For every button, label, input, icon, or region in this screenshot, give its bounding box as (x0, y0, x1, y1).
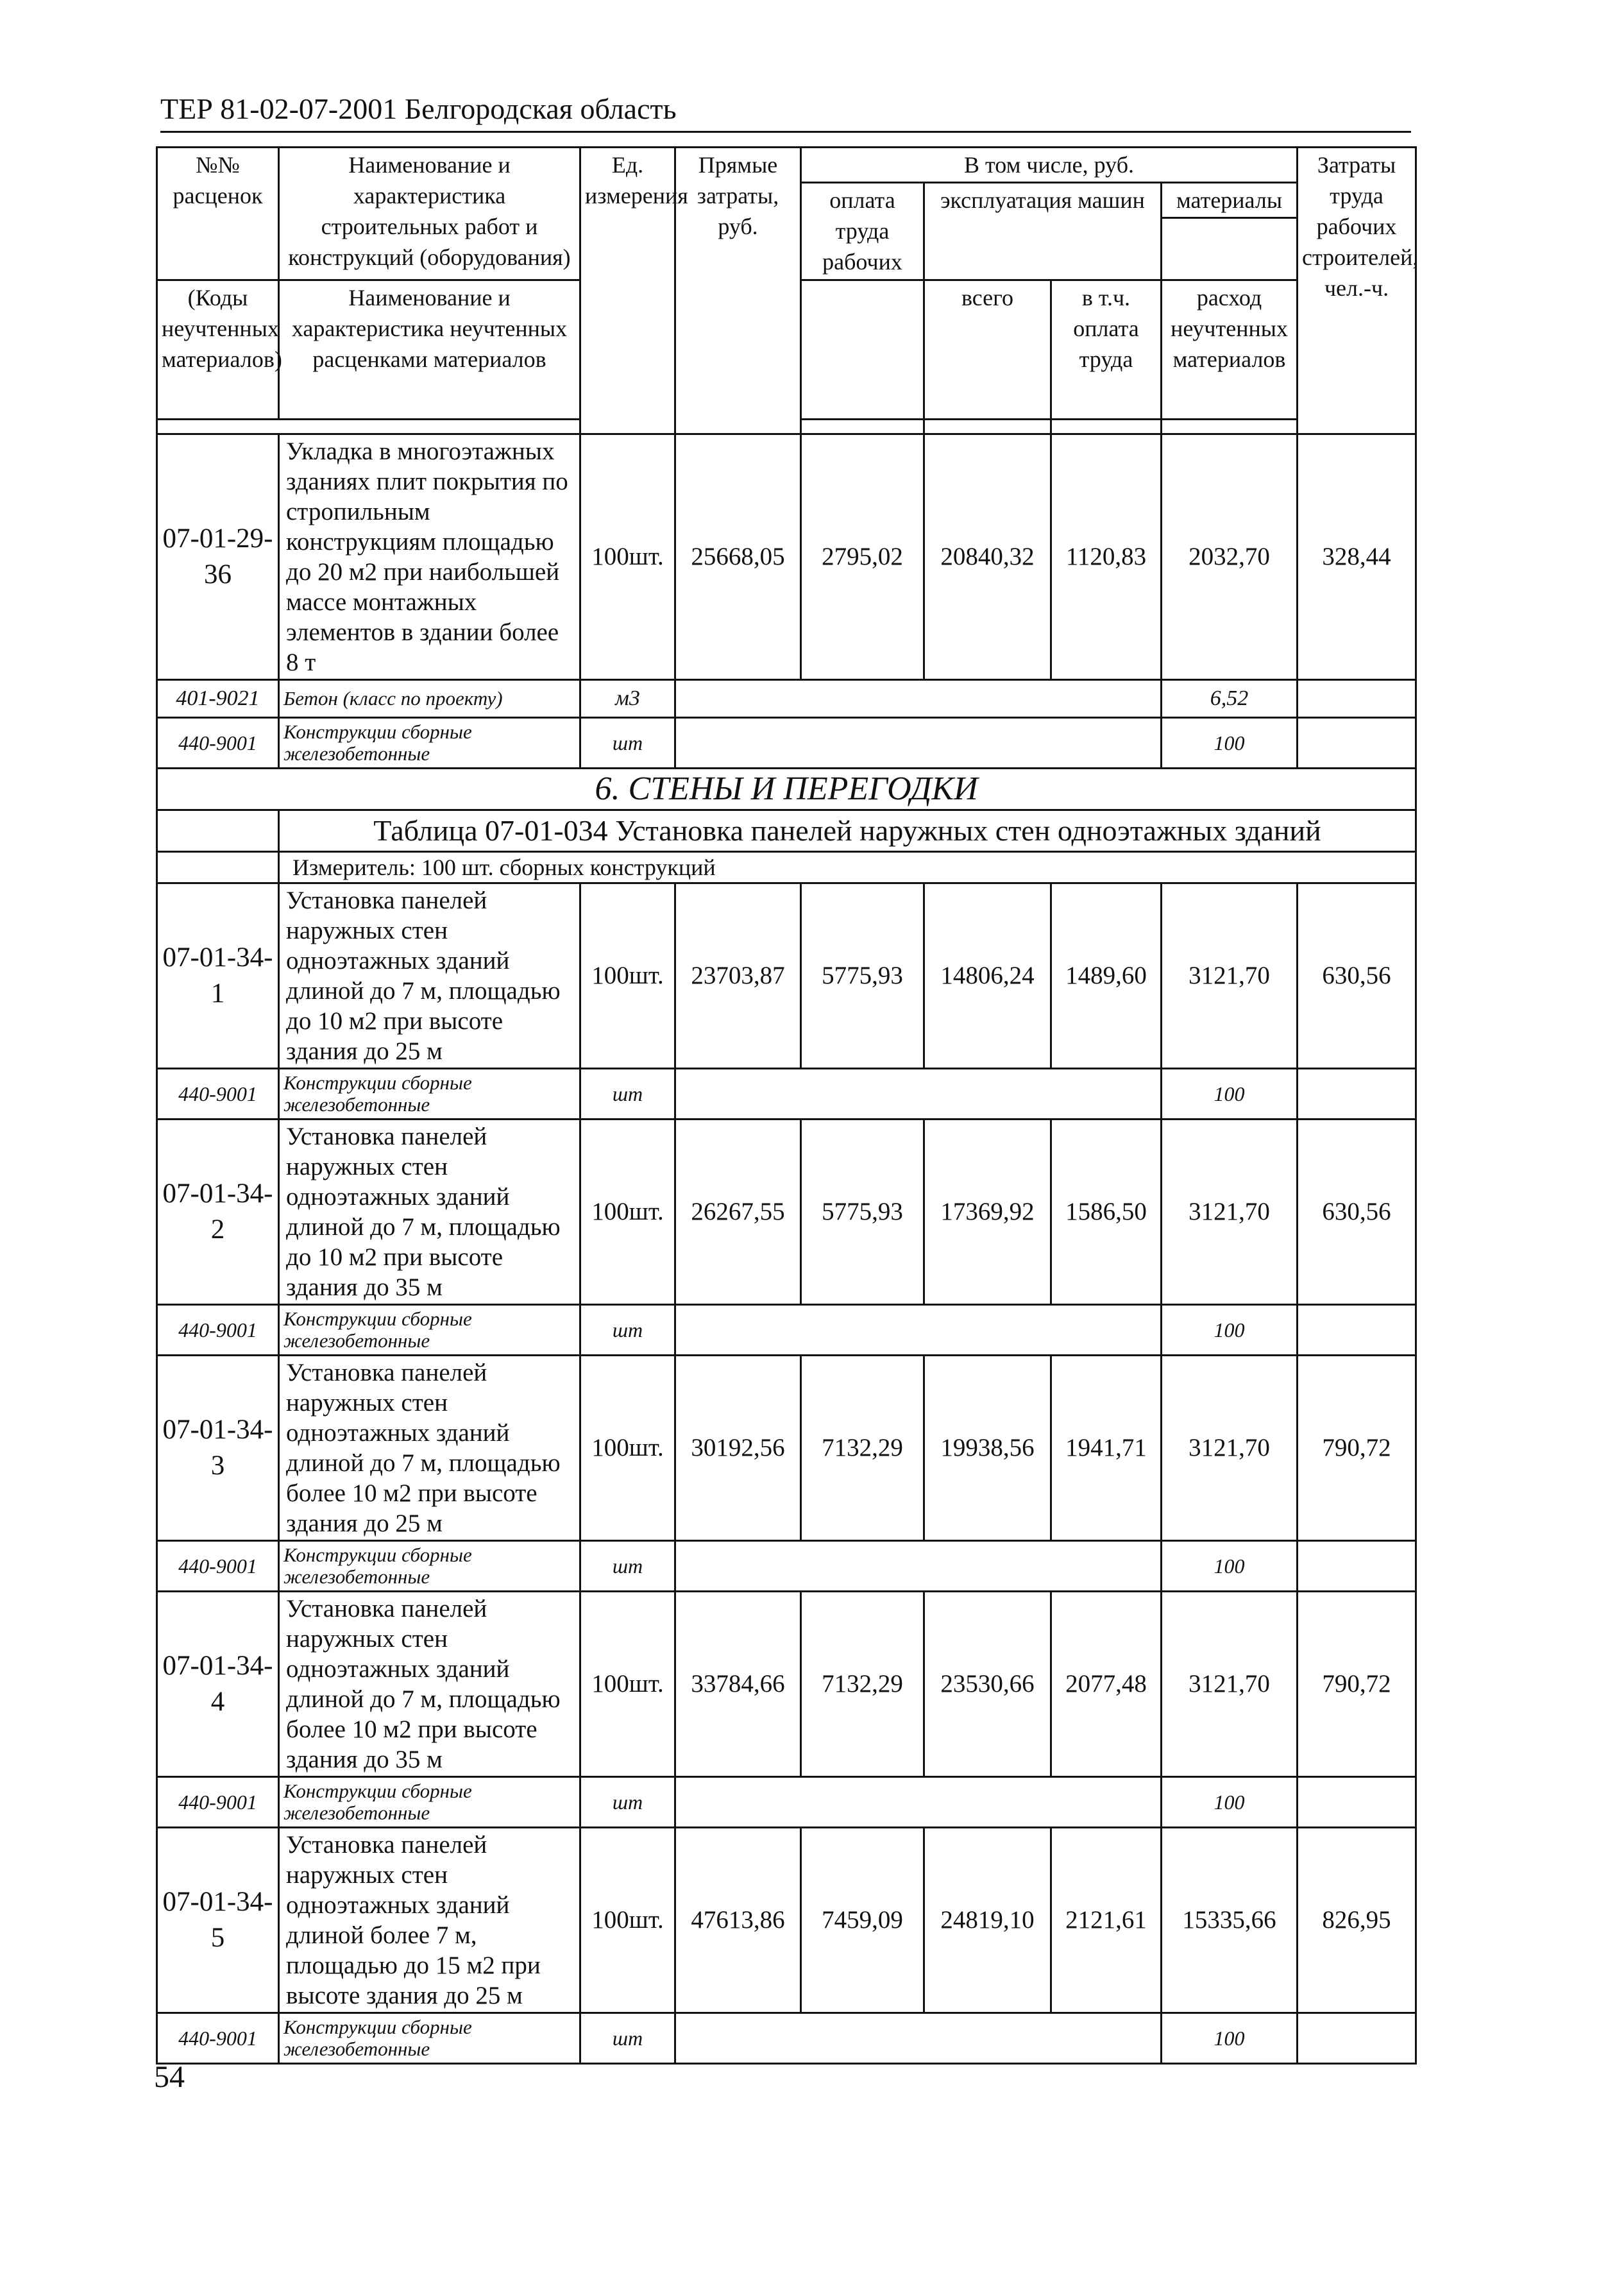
rate-code: 07-01-34-4 (157, 1592, 279, 1777)
direct-costs: 26267,55 (675, 1119, 801, 1305)
machines-wages: 2121,61 (1051, 1828, 1162, 2013)
page-number: 54 (154, 2060, 185, 2094)
material-qty: 100 (1162, 1541, 1298, 1592)
table-row (157, 1828, 1416, 2013)
meter: Измеритель: 100 шт. сборных конструкций (279, 852, 1416, 883)
wages: 7132,29 (801, 1356, 924, 1541)
unit: 100шт. (580, 1828, 675, 2013)
material-blank (675, 718, 1162, 769)
col-unit-header: Ед. измерения (580, 148, 675, 434)
labor-costs: 790,72 (1298, 1592, 1416, 1777)
rate-description: Укладка в многоэтажных зданиях плит покрытия по стропильным конструкциям площадью до 20 м2 при наибольшей массе монтажных элементов в здании более 8 т (279, 434, 580, 680)
table-title: Таблица 07-01-034 Установка панелей наружных стен одноэтажных зданий (279, 810, 1416, 852)
machines-total: 20840,32 (924, 434, 1051, 680)
direct-costs: 23703,87 (675, 883, 801, 1069)
material-unit: шт (580, 1305, 675, 1356)
material-row (157, 718, 1416, 769)
unit: 100шт. (580, 1592, 675, 1777)
material-blank (675, 2013, 1162, 2064)
table-row (157, 1119, 1416, 1305)
material-unit: шт (580, 1069, 675, 1119)
labor-costs: 630,56 (1298, 883, 1416, 1069)
material-row (157, 1777, 1416, 1828)
material-row (157, 680, 1416, 718)
wages: 5775,93 (801, 883, 924, 1069)
machines-total: 14806,24 (924, 883, 1051, 1069)
material-blank (675, 1069, 1162, 1119)
materials: 3121,70 (1162, 1119, 1298, 1305)
material-blank (675, 1305, 1162, 1356)
material-name: Бетон (класс по проекту) (279, 680, 580, 718)
material-blank (1298, 1777, 1416, 1828)
material-name: Конструкции сборные железобетонные (279, 2013, 580, 2064)
wages: 7132,29 (801, 1592, 924, 1777)
page-header: ТЕР 81-02-07-2001 Белгородская область (160, 90, 1411, 133)
material-blank (675, 1777, 1162, 1828)
header-blank (801, 280, 924, 420)
table-row (157, 434, 1416, 680)
labor-costs: 790,72 (1298, 1356, 1416, 1541)
material-qty: 100 (1162, 1777, 1298, 1828)
material-qty: 6,52 (1162, 680, 1298, 718)
machines-total: 17369,92 (924, 1119, 1051, 1305)
material-name: Конструкции сборные железобетонные (279, 1305, 580, 1356)
col-mach-wages-header: в т.ч. оплата труда (1051, 280, 1162, 420)
material-code: 440-9001 (157, 1305, 279, 1356)
table-title-row (157, 810, 1416, 852)
machines-total: 24819,10 (924, 1828, 1051, 2013)
direct-costs: 30192,56 (675, 1356, 801, 1541)
price-table (156, 146, 1417, 2064)
materials: 3121,70 (1162, 1592, 1298, 1777)
col-mat-usage-header: расход неучтенных материалов (1162, 280, 1298, 420)
col-direct-header: Прямые затраты, руб. (675, 148, 801, 434)
table-row (157, 883, 1416, 1069)
col-materials-header: материалы (1162, 183, 1298, 218)
material-code: 440-9001 (157, 1069, 279, 1119)
material-code: 401-9021 (157, 680, 279, 718)
material-unit: шт (580, 718, 675, 769)
material-qty: 100 (1162, 2013, 1298, 2064)
labor-costs: 826,95 (1298, 1828, 1416, 2013)
material-qty: 100 (1162, 1305, 1298, 1356)
col-wages-header: оплата труда рабочих (801, 183, 924, 280)
rate-description: Установка панелей наружных стен одноэтажных зданий длиной до 7 м, площадью до 10 м2 при высоте здания до 25 м (279, 883, 580, 1069)
materials: 3121,70 (1162, 1356, 1298, 1541)
material-unit: шт (580, 2013, 675, 2064)
machines-wages: 1941,71 (1051, 1356, 1162, 1541)
table-row (157, 1356, 1416, 1541)
labor-costs: 328,44 (1298, 434, 1416, 680)
materials: 2032,70 (1162, 434, 1298, 680)
unit: 100шт. (580, 434, 675, 680)
rate-code: 07-01-34-3 (157, 1356, 279, 1541)
section-row (157, 769, 1416, 810)
rate-code: 07-01-34-1 (157, 883, 279, 1069)
material-row (157, 1305, 1416, 1356)
header-spacer (801, 420, 924, 434)
rate-code: 07-01-34-2 (157, 1119, 279, 1305)
wages: 2795,02 (801, 434, 924, 680)
col-matname-header: Наименование и характеристика неучтенных расценками материалов (279, 280, 580, 420)
col-mach-total-header: всего (924, 280, 1051, 420)
table-row (157, 1592, 1416, 1777)
material-qty: 100 (1162, 718, 1298, 769)
material-unit: шт (580, 1541, 675, 1592)
direct-costs: 25668,05 (675, 434, 801, 680)
material-name: Конструкции сборные железобетонные (279, 1541, 580, 1592)
unit: 100шт. (580, 883, 675, 1069)
unit: 100шт. (580, 1119, 675, 1305)
material-row (157, 1541, 1416, 1592)
material-qty: 100 (1162, 1069, 1298, 1119)
material-code: 440-9001 (157, 1541, 279, 1592)
material-blank (675, 1541, 1162, 1592)
meter-blank (157, 852, 279, 883)
wages: 5775,93 (801, 1119, 924, 1305)
rate-description: Установка панелей наружных стен одноэтажных зданий длиной до 7 м, площадью до 10 м2 при высоте здания до 35 м (279, 1119, 580, 1305)
material-blank (1298, 2013, 1416, 2064)
material-name: Конструкции сборные железобетонные (279, 1069, 580, 1119)
rate-code: 07-01-29-36 (157, 434, 279, 680)
header-spacer (1051, 420, 1162, 434)
col-machines-header: эксплуатация машин (924, 183, 1162, 280)
labor-costs: 630,56 (1298, 1119, 1416, 1305)
machines-wages: 2077,48 (1051, 1592, 1162, 1777)
materials: 15335,66 (1162, 1828, 1298, 2013)
material-blank (1298, 680, 1416, 718)
header-row (157, 148, 1416, 183)
material-name: Конструкции сборные железобетонные (279, 718, 580, 769)
material-blank (1298, 1541, 1416, 1592)
unit: 100шт. (580, 1356, 675, 1541)
material-row (157, 1069, 1416, 1119)
machines-total: 23530,66 (924, 1592, 1051, 1777)
col-incl-header: В том числе, руб. (801, 148, 1298, 183)
material-blank (1298, 1069, 1416, 1119)
section-title: 6. СТЕНЫ И ПЕРЕГОДКИ (157, 769, 1416, 810)
header-blank (1162, 218, 1298, 280)
header-spacer (1162, 420, 1298, 434)
col-name-header: Наименование и характеристика строительных работ и конструкций (оборудования) (279, 148, 580, 280)
title-blank (157, 810, 279, 852)
material-code: 440-9001 (157, 2013, 279, 2064)
col-labor-header: Затраты труда рабочих строителей, чел.-ч. (1298, 148, 1416, 434)
material-name: Конструкции сборные железобетонные (279, 1777, 580, 1828)
machines-wages: 1120,83 (1051, 434, 1162, 680)
header-spacer (924, 420, 1051, 434)
rate-description: Установка панелей наружных стен одноэтажных зданий длиной до 7 м, площадью более 10 м2 при высоте здания до 25 м (279, 1356, 580, 1541)
material-row (157, 2013, 1416, 2064)
meter-row (157, 852, 1416, 883)
machines-wages: 1586,50 (1051, 1119, 1162, 1305)
machines-wages: 1489,60 (1051, 883, 1162, 1069)
col-matcode-header: (Коды неучтенных материалов) (157, 280, 279, 420)
materials: 3121,70 (1162, 883, 1298, 1069)
rate-description: Установка панелей наружных стен одноэтажных зданий длиной более 7 м, площадью до 15 м2 при высоте здания до 25 м (279, 1828, 580, 2013)
direct-costs: 33784,66 (675, 1592, 801, 1777)
material-blank (1298, 1305, 1416, 1356)
rate-description: Установка панелей наружных стен одноэтажных зданий длиной до 7 м, площадью более 10 м2 при высоте здания до 35 м (279, 1592, 580, 1777)
direct-costs: 47613,86 (675, 1828, 801, 2013)
material-code: 440-9001 (157, 718, 279, 769)
header-spacer (157, 420, 580, 434)
material-code: 440-9001 (157, 1777, 279, 1828)
wages: 7459,09 (801, 1828, 924, 2013)
col-code-header: №№ расценок (157, 148, 279, 280)
rate-code: 07-01-34-5 (157, 1828, 279, 2013)
material-unit: шт (580, 1777, 675, 1828)
material-blank (1298, 718, 1416, 769)
material-blank (675, 680, 1162, 718)
machines-total: 19938,56 (924, 1356, 1051, 1541)
material-unit: м3 (580, 680, 675, 718)
